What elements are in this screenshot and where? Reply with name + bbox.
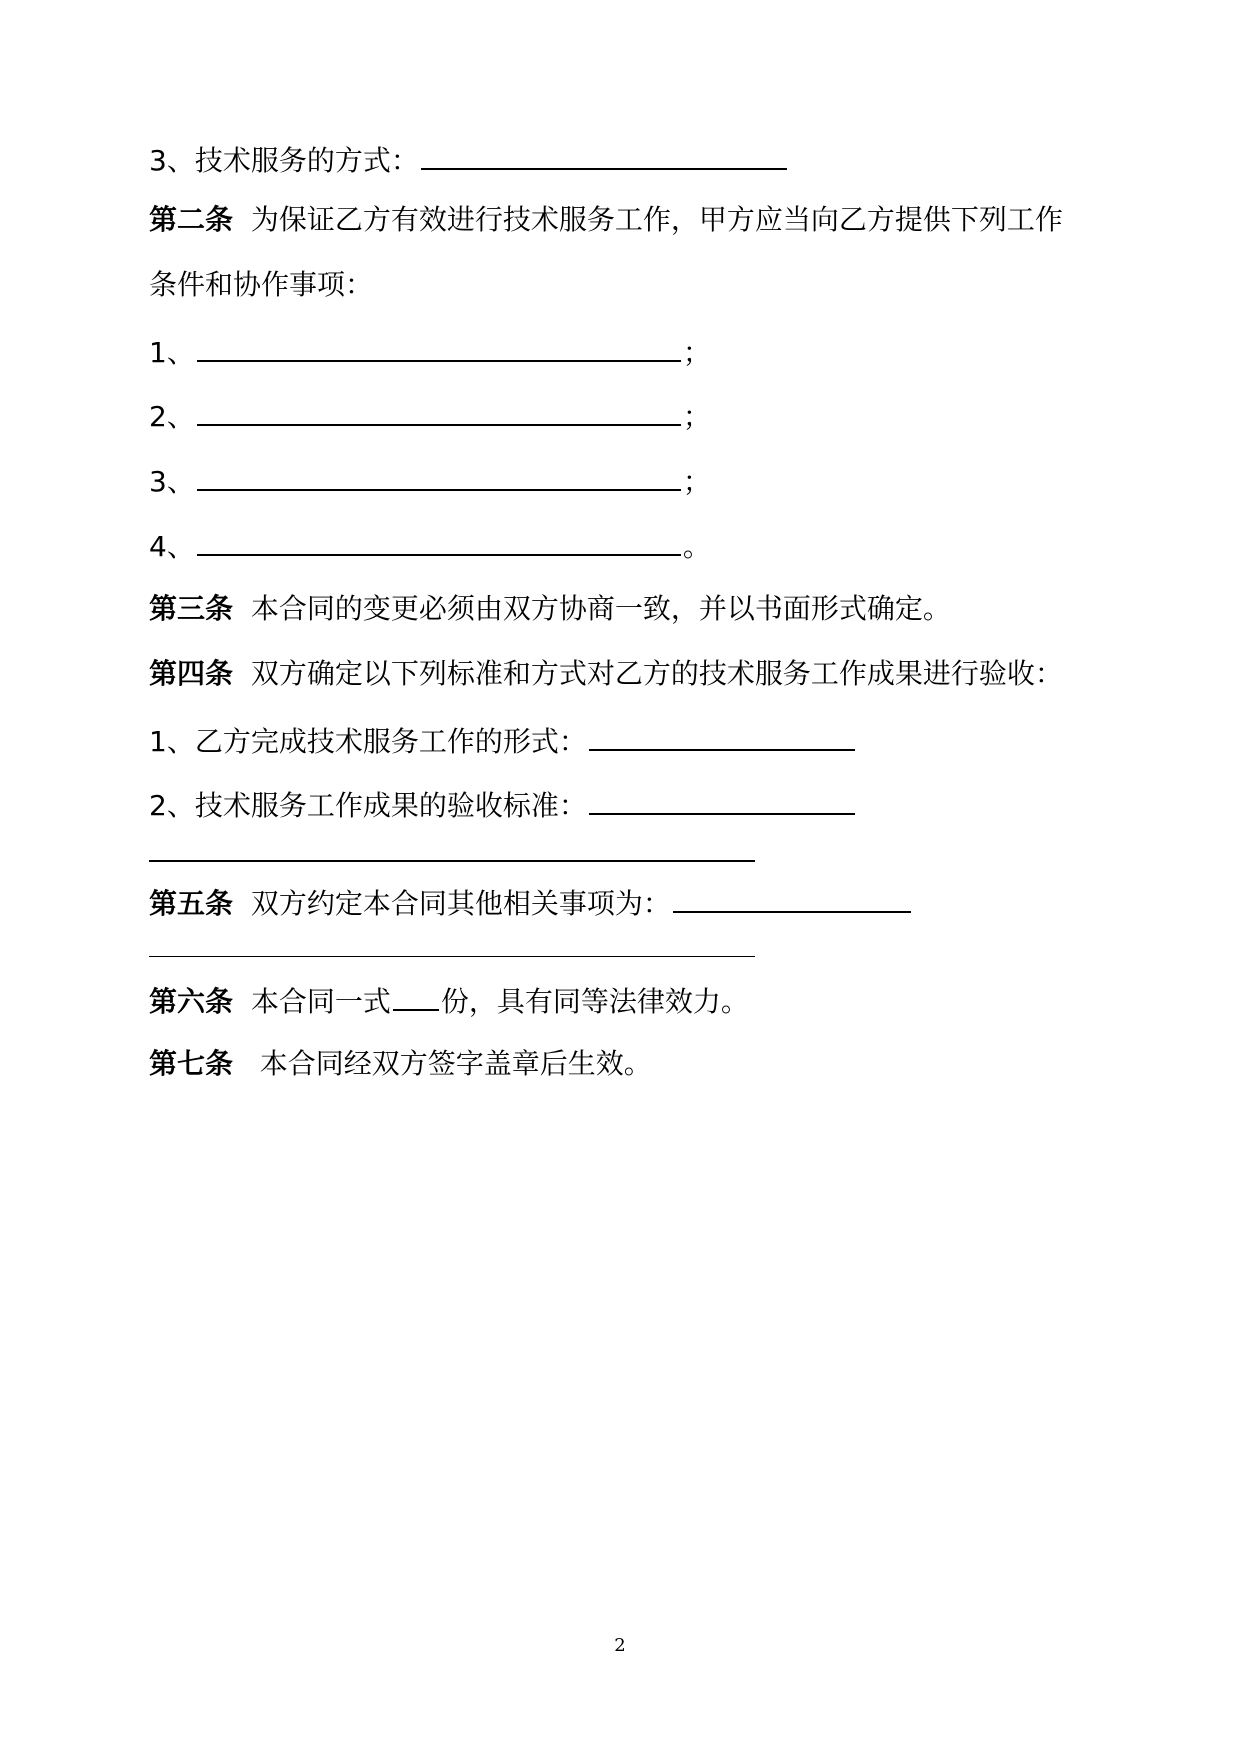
article-3-text: 本合同的变更必须由双方协商一致，并以书面形式确定。 bbox=[250, 592, 951, 625]
article-2-line bbox=[149, 203, 1063, 236]
item-blank[interactable] bbox=[197, 336, 681, 362]
item-number: 1、 bbox=[149, 336, 195, 369]
item-number: 3、 bbox=[149, 465, 195, 498]
item-number: 2、 bbox=[149, 400, 195, 433]
list-item bbox=[149, 400, 711, 431]
article-5-heading: 第五条 bbox=[149, 887, 234, 920]
article-6-line bbox=[149, 985, 749, 1016]
article-3-line bbox=[149, 592, 951, 625]
article-4-heading: 第四条 bbox=[149, 657, 234, 690]
article-2-text: 为保证乙方有效进行技术服务工作，甲方应当向乙方提供下列工作 bbox=[250, 203, 1063, 236]
article-7-line bbox=[149, 1047, 652, 1080]
acceptance-standard-blank[interactable] bbox=[589, 789, 855, 815]
service-method-blank[interactable] bbox=[421, 144, 787, 170]
article-6-heading: 第六条 bbox=[149, 985, 234, 1018]
article-7-heading: 第七条 bbox=[149, 1047, 234, 1080]
article-2-heading: 第二条 bbox=[149, 203, 234, 236]
article-4-text: 双方确定以下列标准和方式对乙方的技术服务工作成果进行验收： bbox=[250, 657, 1063, 690]
item-blank[interactable] bbox=[197, 400, 681, 426]
other-matters-blank[interactable] bbox=[673, 887, 911, 913]
item-end-mark: ； bbox=[682, 336, 711, 369]
list-item bbox=[149, 530, 711, 561]
article-4-item-1-label: 1、乙方完成技术服务工作的形式： bbox=[149, 725, 587, 758]
article-7-text: 本合同经双方签字盖章后生效。 bbox=[259, 1047, 652, 1080]
item-blank[interactable] bbox=[197, 465, 681, 491]
item-number: 4、 bbox=[149, 530, 195, 563]
item-blank[interactable] bbox=[197, 530, 681, 556]
article-6-text-b: 份，具有同等法律效力。 bbox=[440, 985, 749, 1018]
article-4-item-2-label: 2、技术服务工作成果的验收标准： bbox=[149, 789, 587, 822]
item-end-mark: ； bbox=[682, 465, 711, 498]
service-method-line bbox=[149, 144, 789, 175]
item-end-mark: 。 bbox=[682, 530, 711, 563]
acceptance-standard-continuation-blank[interactable] bbox=[149, 860, 755, 862]
service-method-label: 3、技术服务的方式： bbox=[149, 144, 419, 177]
article-4-item-2 bbox=[149, 789, 857, 820]
page-number: 2 bbox=[614, 1635, 626, 1656]
item-end-mark: ； bbox=[682, 400, 711, 433]
list-item bbox=[149, 336, 711, 367]
article-4-line bbox=[149, 657, 1063, 690]
article-2-cont-text: 条件和协作事项： bbox=[149, 268, 374, 301]
article-2-continuation bbox=[149, 268, 374, 301]
work-form-blank[interactable] bbox=[589, 725, 855, 751]
list-item bbox=[149, 465, 711, 496]
article-5-line bbox=[149, 887, 913, 918]
article-3-heading: 第三条 bbox=[149, 592, 234, 625]
other-matters-continuation-blank[interactable] bbox=[149, 956, 755, 957]
article-5-text: 双方约定本合同其他相关事项为： bbox=[250, 887, 671, 920]
article-6-text-a: 本合同一式 bbox=[250, 985, 391, 1018]
copies-count-blank[interactable] bbox=[393, 985, 439, 1011]
article-4-item-1 bbox=[149, 725, 857, 756]
